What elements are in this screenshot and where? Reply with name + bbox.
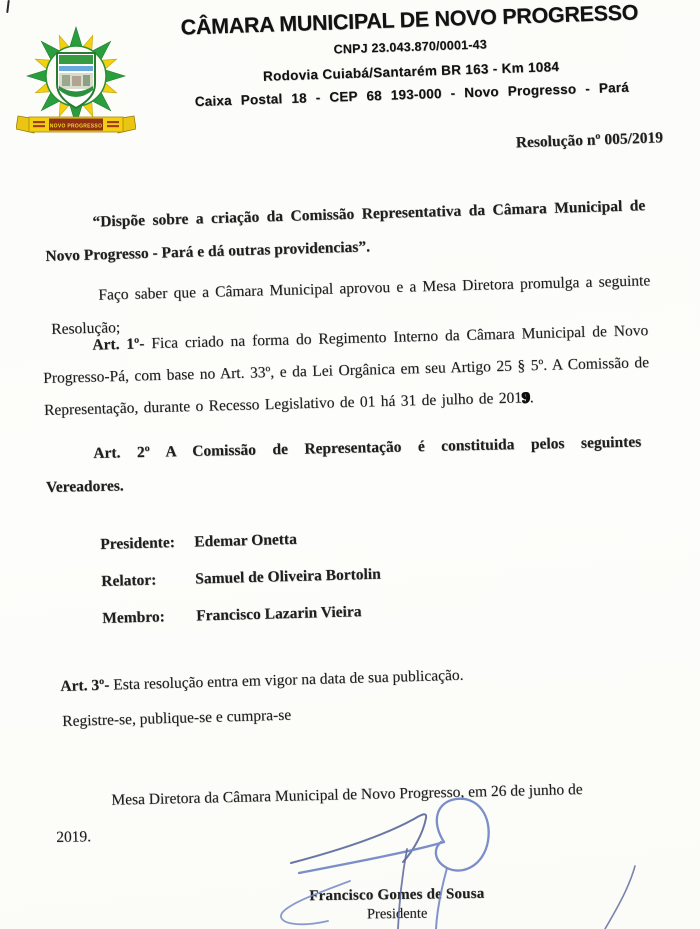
article-3-text: Esta resolução entra em vigor na data de sua publicação. <box>109 666 464 694</box>
member-name: Samuel de Oliveira Bortolin <box>195 565 381 588</box>
member-name: Edemar Onetta <box>194 530 298 551</box>
signer-name: Francisco Gomes de Sousa <box>309 885 485 905</box>
article-3 <box>60 656 641 702</box>
article-1-year-overstruck-digit: 9 <box>521 389 531 407</box>
member-role: Relator: <box>101 571 157 590</box>
article-2 <box>45 426 642 504</box>
article-1 <box>42 315 650 427</box>
resolution-number: Resolução nº 005/2019 <box>515 129 664 152</box>
article-1-text: Fica criado na forma do Regimento Interno da Câmara Municipal de Novo Progresso-Pá, com base no Art. 33º, e da Lei Orgânica em seu Artigo 25 § 5º. A Comissão de Representação, durante o Recesso Legislativo de 01 há 31 de julho de <box>43 322 650 419</box>
org-name: CÂMARA MUNICIPAL DE NOVO PROGRESSO <box>180 0 639 40</box>
address-line-2: Caixa Postal 18 - CEP 68 193-000 - Novo Progresso - Pará <box>194 79 630 110</box>
preamble: Faço saber que a Câmara Municipal aprovou e a Mesa Diretora promulga a seguinte Resolução; <box>51 272 651 338</box>
member-row-president <box>100 522 520 556</box>
logo-banner-text: NOVO PROGRESSO <box>49 123 103 130</box>
article-3-label: Art. 3º- <box>60 676 110 695</box>
dateline-line1: Mesa Diretora da Câmara Municipal de Novo Progresso, em 26 de junho de <box>111 781 583 809</box>
signer-title: Presidente <box>366 905 428 923</box>
address-line-1: Rodovia Cuiabá/Santarém BR 163 - Km 1084 <box>262 59 560 84</box>
member-role: Membro: <box>102 608 166 627</box>
scan-artifact-mark <box>6 0 10 13</box>
member-name: Francisco Lazarin Vieira <box>195 603 362 625</box>
member-row-membro <box>102 596 522 630</box>
letterhead <box>142 0 679 111</box>
member-role: Presidente: <box>100 534 176 553</box>
article-1-label: Art. 1º- <box>92 335 145 354</box>
article-2-text: A Comissão de Representação é constituida pelos seguintes Vereadores. <box>45 433 642 496</box>
article-1-year-prefix: 201 <box>498 389 523 408</box>
commission-members-list <box>100 522 523 644</box>
summary-quote: “Dispõe sobre a criação da Comissão Representativa da Câmara Municipal de Novo Progresso - Pará e dá outras providencias”. <box>45 197 646 265</box>
signature-block <box>252 885 542 925</box>
article-2-label: Art. 2º <box>93 443 150 462</box>
member-row-relator <box>101 559 521 593</box>
cnpj-line: CNPJ 23.043.870/0001-43 <box>333 37 488 57</box>
closing-order: Registre-se, publique-se e cumpra-se <box>62 706 292 730</box>
dateline-line2: 2019. <box>56 828 92 846</box>
municipal-coat-of-arms-icon <box>16 24 136 138</box>
stray-pen-stroke <box>605 866 635 929</box>
article-1-period: . <box>529 389 534 407</box>
dateline <box>55 770 684 856</box>
